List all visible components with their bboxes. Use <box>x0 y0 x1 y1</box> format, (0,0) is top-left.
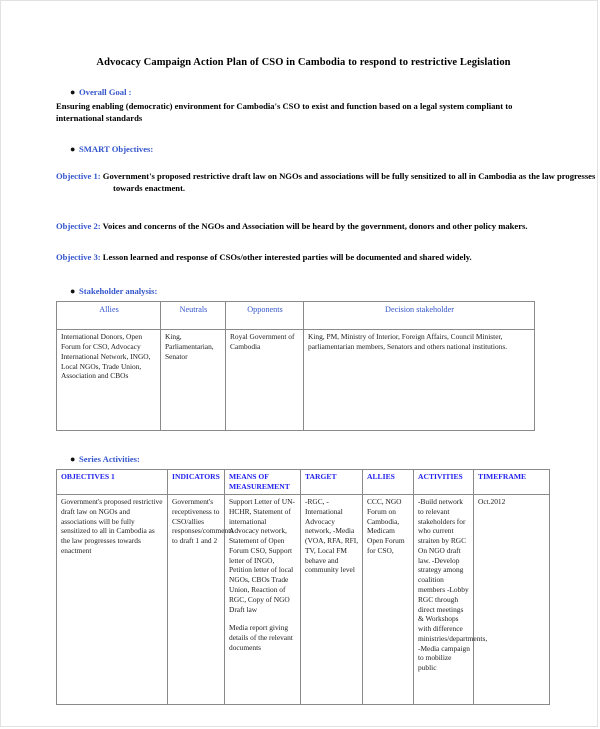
cell-allies: International Donors, Open Forum for CSO, Advocacy International Network, INGO, Local NGOs, Trade Union, Association and CBOs <box>57 330 161 431</box>
stakeholder-analysis-table <box>56 301 535 431</box>
objective-2-label: Objective 2: <box>56 221 101 232</box>
series-activities-heading: Series Activities: <box>79 454 140 465</box>
objective-1 <box>56 170 598 195</box>
spacer <box>56 263 551 285</box>
column-header-timeframe: TIMEFRAME <box>474 470 550 495</box>
cell-timeframe: Oct.2012 <box>474 495 550 705</box>
objective-3-text: Lesson learned and response of CSOs/other interested parties will be documented and shared widely. <box>102 251 472 262</box>
cell-target: -RGC, -International Advocacy network, -Media (VOA, RFA, RFI, TV, Local FM behave and community level <box>301 495 363 705</box>
column-header-neutrals: Neutrals <box>161 302 226 330</box>
series-activities-table <box>56 469 550 705</box>
table-row <box>57 330 535 431</box>
means-paragraph-1: Support Letter of UN-HCHR, Statement of international Advocacy network, Statement of Open Forum CSO, Support letter of INGO, Petition letter of local NGOs, CBOs Trade Union, Reaction of RGC, Copy of NGO Draft law <box>229 497 295 614</box>
column-header-allies: ALLIES <box>363 470 414 495</box>
spacer <box>56 233 551 251</box>
spacer <box>56 431 551 453</box>
overall-goal-heading: Overall Goal : <box>79 86 132 97</box>
bullet-icon: ● <box>70 143 76 154</box>
smart-objectives-heading-row <box>56 143 551 155</box>
cell-opponents: Royal Government of Cambodia <box>226 330 304 431</box>
column-header-opponents: Opponents <box>226 302 304 330</box>
cell-objectives: Government's proposed restrictive draft law on NGOs and associations will be fully sensitized to all in Cambodia as the law progresses towards enactment <box>57 495 168 705</box>
stakeholder-analysis-heading: Stakeholder analysis: <box>79 286 158 297</box>
objective-3-label: Objective 3: <box>56 251 101 262</box>
overall-goal-heading-row <box>56 86 551 98</box>
spacer <box>56 194 551 220</box>
cell-activities: -Build network to relevant stakeholders for who current straiten by RGC On NGO draft law. -Develop strategy among coalition members -Lobby RGC through direct meetings & Workshops with difference ministries/departments, -Media campaign to mobilize public <box>414 495 474 705</box>
objective-1-label: Objective 1: <box>56 170 101 181</box>
objective-2 <box>56 220 598 232</box>
column-header-objectives: OBJECTIVES 1 <box>57 470 168 495</box>
cell-means-of-measurement <box>225 495 301 705</box>
cell-indicators: Government's receptiveness to CSO/allies responses/comments to draft 1 and 2 <box>168 495 225 705</box>
page-title: Advocacy Campaign Action Plan of CSO in Cambodia to respond to restrictive Legislation <box>96 57 511 68</box>
column-header-activities: ACTIVITIES <box>414 470 474 495</box>
bullet-icon: ● <box>70 86 76 97</box>
overall-goal-text: Ensuring enabling (democratic) environment for Cambodia's CSO to exist and function based on a legal system compliant to international standards <box>56 100 513 124</box>
column-header-target: TARGET <box>301 470 363 495</box>
document-content <box>56 56 596 705</box>
cell-decision-stakeholder: King, PM, Ministry of Interior, Foreign Affairs, Council Minister, parliamentarian members, Senators and others national institutions. <box>304 330 535 431</box>
spacer <box>56 157 551 170</box>
objective-1-text: Government's proposed restrictive draft law on NGOs and associations will be fully sensitized to all in Cambodia as the law progresses towards enactment. <box>102 170 596 193</box>
means-paragraph-2: Media report giving details of the relevant documents <box>229 623 293 652</box>
series-activities-heading-row <box>56 453 551 465</box>
column-header-indicators: INDICATORS <box>168 470 225 495</box>
bullet-icon: ● <box>70 454 76 465</box>
stakeholder-analysis-heading-row <box>56 285 551 297</box>
column-header-allies: Allies <box>57 302 161 330</box>
objective-2-text: Voices and concerns of the NGOs and Association will be heard by the government, donors and other policy makers. <box>102 221 528 232</box>
cell-allies: CCC, NGO Forum on Cambodia, Medicam Open Forum for CSO, <box>363 495 414 705</box>
table-header-row <box>57 470 550 495</box>
cell-neutrals: King, Parliamentarian, Senator <box>161 330 226 431</box>
table-header-row <box>57 302 535 330</box>
smart-objectives-heading: SMART Objectives: <box>79 143 154 154</box>
table-row <box>57 495 550 705</box>
column-header-means-of-measurement: MEANS OF MEASUREMENT <box>225 470 301 495</box>
bullet-icon: ● <box>70 286 76 297</box>
spacer <box>56 125 551 143</box>
column-header-decision-stakeholder: Decision stakeholder <box>304 302 535 330</box>
objective-3 <box>56 251 598 263</box>
